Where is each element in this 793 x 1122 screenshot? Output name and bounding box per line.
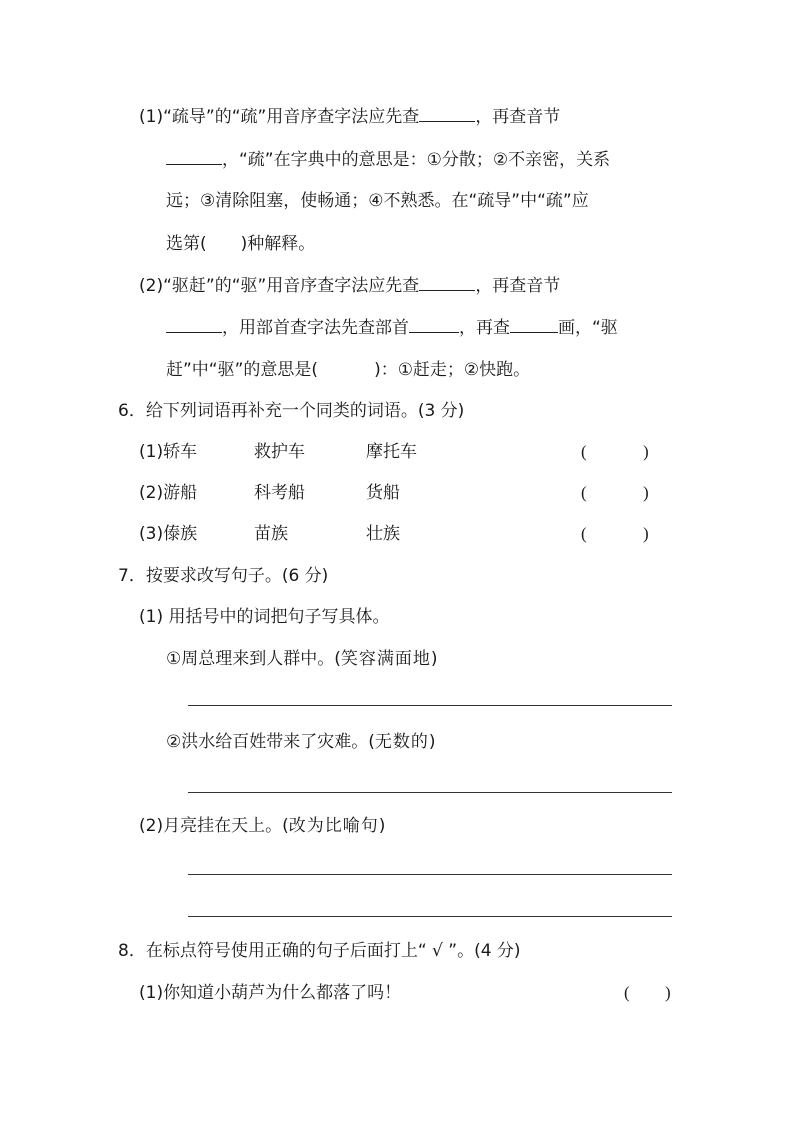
answer-line[interactable] [188,874,672,875]
q6-row3-label: (3)傣族 [139,524,198,544]
q8-item1: (1)你知道小葫芦为什么都落了吗！ [139,983,402,1003]
answer-blank[interactable] [409,317,459,333]
q6-row2-close[interactable]: ) [643,483,649,502]
q6-row3-word3: 壮族 [366,524,400,544]
q6-row1-open[interactable]: ( [581,442,587,461]
answer-blank[interactable] [166,149,222,165]
q6-row3-close[interactable]: ) [643,524,649,543]
q5-p1-line2: ，“疏”在字典中的意思是：①分散；②不亲密，关系 [166,149,610,171]
q8-title: 8．在标点符号使用正确的句子后面打上“ √ ”。(4 分) [118,941,521,961]
q6-row1-label: (1)轿车 [139,442,198,462]
q7-s2: ②洪水给百姓带来了灾难。(无数的) [166,732,436,752]
q5-p1-line1: (1)“疏导”的“疏”用音序查字法应先查 ，再查音节 [139,107,561,127]
q6-row3-word2: 苗族 [254,524,288,544]
q6-title: 6．给下列词语再补充一个同类的词语。(3 分) [118,401,465,421]
q6-row1-word3: 摩托车 [366,442,417,462]
q5-p1-line4: 选第( )种解释。 [166,234,316,254]
q7-s1: ①周总理来到人群中。(笑容满面地) [166,649,438,669]
q5-p2-line3: 赶”中“驱”的意思是( )：①赶走；②快跑。 [166,360,531,380]
answer-line[interactable] [188,792,672,793]
q5-p1-line3: 远；③清除阻塞，使畅通；④不熟悉。在“疏导”中“疏”应 [166,191,589,211]
q7-title: 7．按要求改写句子。(6 分) [118,566,329,586]
answer-blank[interactable] [419,275,475,291]
answer-blank[interactable] [510,317,558,333]
q6-row2-label: (2)游船 [139,483,198,503]
q6-row2-word3: 货船 [366,483,400,503]
q5-p2-line2: ，用部首查字法先查部首 ，再查 画，“驱 [166,317,618,339]
q6-row2-word2: 科考船 [254,483,305,503]
q5-p2-line1: (2)“驱赶”的“驱”用音序查字法应先查 ，再查音节 [139,276,561,296]
q6-row3-open[interactable]: ( [581,524,587,543]
answer-line[interactable] [188,916,672,917]
q8-item1-close[interactable]: ) [665,983,671,1002]
q6-row1-close[interactable]: ) [643,442,649,461]
answer-blank[interactable] [419,106,475,122]
answer-blank[interactable] [166,317,222,333]
answer-line[interactable] [188,705,672,706]
q7-sub1: (1) 用括号中的词把句子写具体。 [139,607,390,627]
q7-sub2: (2)月亮挂在天上。(改为比喻句) [139,816,386,836]
q6-row2-open[interactable]: ( [581,483,587,502]
q8-item1-open[interactable]: ( [624,983,630,1002]
q6-row1-word2: 救护车 [254,442,305,462]
